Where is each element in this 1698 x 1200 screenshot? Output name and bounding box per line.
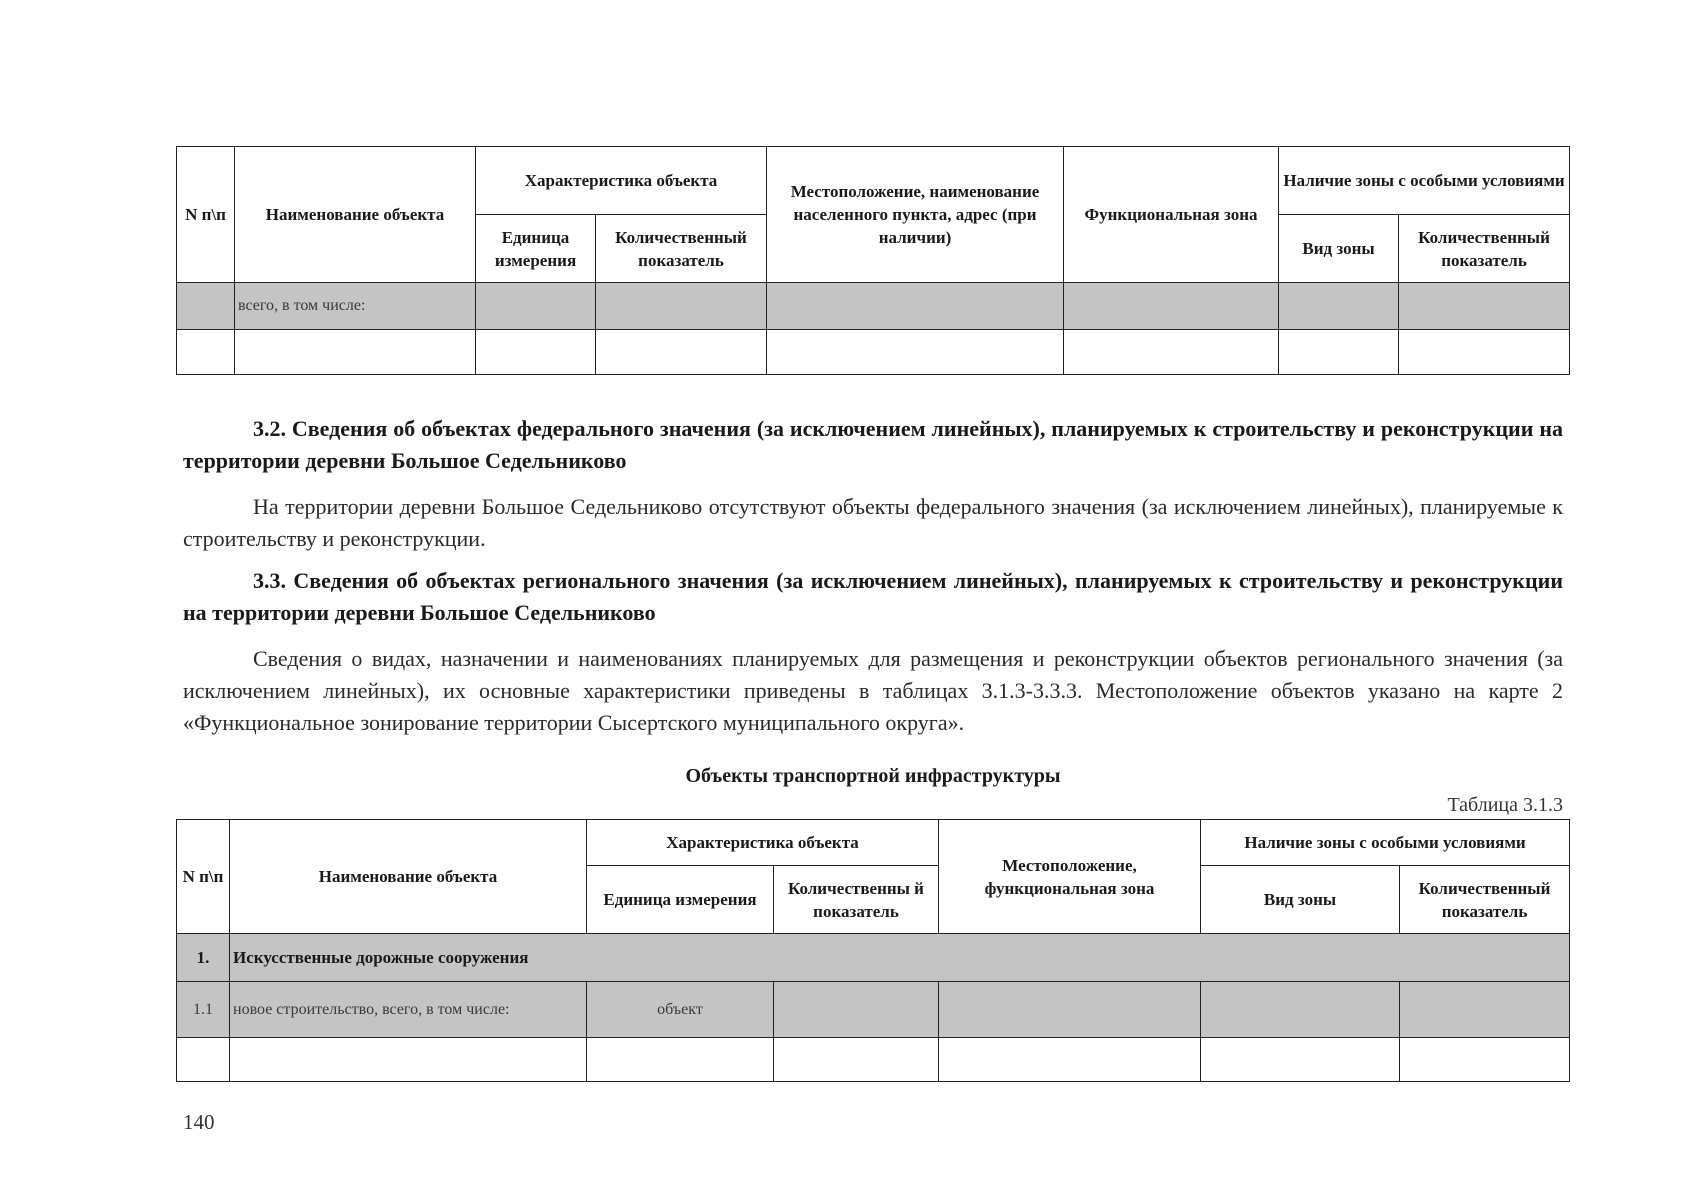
- cell-empty: [767, 283, 1064, 330]
- cell-empty: [1400, 982, 1570, 1038]
- cell-empty: [596, 283, 767, 330]
- header-name: Наименование объекта: [235, 147, 476, 283]
- header-location: Местоположение, наименование населенного пункта, адрес (при наличии): [767, 147, 1064, 283]
- table-transport-objects: [176, 819, 1570, 1082]
- header-num: N п\п: [177, 147, 235, 283]
- cell-empty: [774, 982, 939, 1038]
- table-label: Таблица 3.1.3: [1447, 794, 1563, 816]
- table-row: [177, 283, 1570, 330]
- cell-empty: [177, 330, 235, 375]
- cell-empty: [767, 330, 1064, 375]
- section-3-3-text: Сведения о видах, назначении и наименованиях планируемых для размещения и реконструкции объектов регионального значения (за исключением линейных), их основные характеристики приведены в таблицах 3.1.3-3.3.3. Местоположение объектов указано на карте 2 «Функциональное зонирование территории Сысертского муниципального округа».: [183, 646, 1563, 735]
- cell-empty: [476, 283, 596, 330]
- header-quantity: Количественный показатель: [596, 215, 767, 283]
- cell-empty: [1279, 330, 1399, 375]
- header-zone-quantity: Количественный показатель: [1400, 866, 1570, 934]
- cell-empty: [235, 330, 476, 375]
- cell-empty: [1279, 283, 1399, 330]
- cell-group-name: Искусственные дорожные сооружения: [230, 934, 1570, 982]
- table-objects-top: [176, 146, 1570, 375]
- header-special-zone: Наличие зоны с особыми условиями: [1279, 147, 1570, 215]
- header-zone-type: Вид зоны: [1279, 215, 1399, 283]
- cell-empty: [1201, 982, 1400, 1038]
- cell-empty: [230, 1038, 587, 1082]
- cell-empty: [1201, 1038, 1400, 1082]
- cell-empty: [596, 330, 767, 375]
- table-row: [177, 934, 1570, 982]
- cell-empty: [177, 1038, 230, 1082]
- page-number: 140: [183, 1110, 215, 1134]
- header-unit: Единица измерения: [476, 215, 596, 283]
- header-characteristic: Характеристика объекта: [476, 147, 767, 215]
- header-zone: Функциональная зона: [1064, 147, 1279, 283]
- section-3-2-text: На территории деревни Большое Седельниково отсутствуют объекты федерального значения (за исключением линейных), планируемые к строительству и реконструкции.: [183, 494, 1563, 551]
- cell-num: 1.: [177, 934, 230, 982]
- cell-empty: [1399, 283, 1570, 330]
- header-zone-quantity: Количественный показатель: [1399, 215, 1570, 283]
- table-row: [177, 330, 1570, 375]
- cell-empty: [1064, 283, 1279, 330]
- cell-num: [177, 283, 235, 330]
- cell-unit: объект: [587, 982, 774, 1038]
- cell-name: новое строительство, всего, в том числе:: [230, 982, 587, 1038]
- cell-empty: [476, 330, 596, 375]
- table-caption: Объекты транспортной инфраструктуры: [685, 765, 1061, 787]
- header-quantity: Количественны й показатель: [774, 866, 939, 934]
- cell-empty: [1064, 330, 1279, 375]
- cell-empty: [1400, 1038, 1570, 1082]
- cell-empty: [774, 1038, 939, 1082]
- cell-empty: [939, 1038, 1201, 1082]
- cell-num: 1.1: [177, 982, 230, 1038]
- header-characteristic: Характеристика объекта: [587, 820, 939, 866]
- table-row: [177, 982, 1570, 1038]
- section-3-3-heading: 3.3. Сведения об объектах регионального значения (за исключением линейных), планируемых к строительству и реконструкции на территории деревни Большое Седельниково: [183, 568, 1563, 625]
- header-name: Наименование объекта: [230, 820, 587, 934]
- cell-name: всего, в том числе:: [235, 283, 476, 330]
- header-location: Местоположение, функциональная зона: [939, 820, 1201, 934]
- cell-empty: [939, 982, 1201, 1038]
- cell-empty: [1399, 330, 1570, 375]
- header-special-zone: Наличие зоны с особыми условиями: [1201, 820, 1570, 866]
- cell-empty: [587, 1038, 774, 1082]
- section-3-2-heading: 3.2. Сведения об объектах федерального значения (за исключением линейных), планируемых к строительству и реконструкции на территории деревни Большое Седельниково: [183, 416, 1563, 473]
- table-row: [177, 1038, 1570, 1082]
- header-unit: Единица измерения: [587, 866, 774, 934]
- header-num: N п\п: [177, 820, 230, 934]
- header-zone-type: Вид зоны: [1201, 866, 1400, 934]
